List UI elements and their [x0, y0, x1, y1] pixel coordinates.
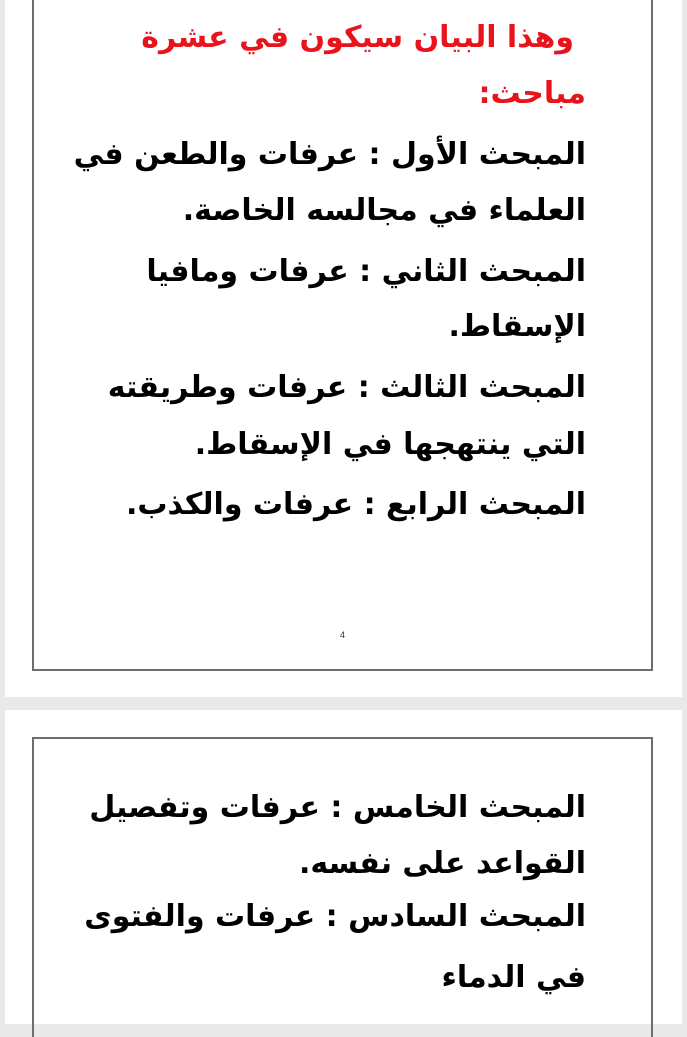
topic-4-line-1: المبحث الرابع : عرفات والكذب.: [125, 487, 586, 522]
topic-3-line-1: المبحث الثالث : عرفات وطريقته: [107, 370, 586, 405]
intro-line-1: وهذا البيان سيكون في عشرة: [141, 20, 574, 55]
topic-5-line-2: القواعد على نفسه.: [298, 846, 586, 881]
page-5: [5, 710, 682, 1024]
topic-3-line-2: التي ينتهجها في الإسقاط.: [194, 427, 586, 462]
topic-6-line-1: المبحث السادس : عرفات والفتوى: [84, 899, 586, 934]
page-4: [5, 0, 682, 697]
topic-1-line-2: العلماء في مجالسه الخاصة.: [182, 193, 586, 228]
intro-line-2: مباحث:: [478, 76, 586, 111]
topic-2-line-2: الإسقاط.: [448, 309, 586, 344]
topic-5-line-1: المبحث الخامس : عرفات وتفصيل: [89, 790, 586, 825]
topic-2-line-1: المبحث الثاني : عرفات ومافيا: [146, 254, 586, 289]
page-5-text: [84, 710, 586, 1024]
topic-6-line-2: في الدماء: [441, 960, 586, 995]
page-4-text: [73, 0, 586, 560]
page-number: 4: [340, 630, 346, 640]
topic-1-line-1: المبحث الأول : عرفات والطعن في: [73, 137, 586, 172]
